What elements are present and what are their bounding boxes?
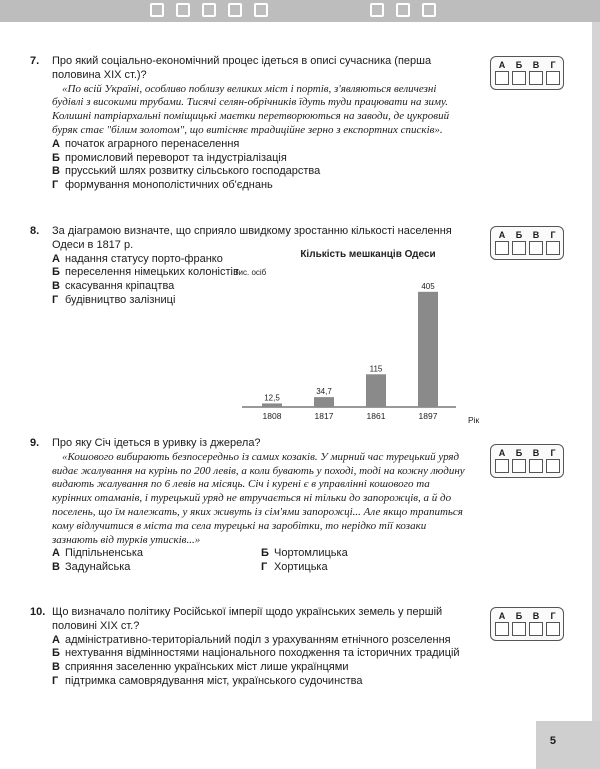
chart-bar-1808 [262,403,282,407]
header-pattern [422,3,436,17]
chart-svg [228,245,478,425]
chart-bar-1817 [314,397,334,407]
answer-box-8 [490,226,564,260]
option-b[interactable] [52,647,470,661]
answer-letter: Б [515,230,523,240]
answer-letter: А [498,448,506,458]
answer-box-10 [490,607,564,641]
option-d[interactable] [52,675,470,689]
option-text: будівництво залізниці [65,293,176,306]
answer-letter: А [498,230,506,240]
option-a[interactable] [52,634,470,648]
option-a[interactable] [52,253,242,267]
answer-letter: А [498,611,506,621]
answer-cell-a[interactable] [495,448,509,473]
header-pattern [202,3,216,17]
answer-letter: Б [515,60,523,70]
options-grid [52,547,470,575]
source-quote: «Кошового вибирають безпосередньо із самих козаків. У мирний час турецький уряд видає жалування на курінь по 200 левів, а коли бувають у поході, тоді на кожну людину видають жалування по 6 левів на місяць. Січ і курені є в управлінні кошового та курінних отаманів, і турецький уряд не втручається ні тільки до запорожців, а й до поселень, що їм належать, у яких живуть із сім'ями запорожці... Але якщо трапиться кому відлучитися в міста та села турецькі на заробітки, то нерідко тії козаки зазнають від турків утисків...» [52,450,465,546]
answer-cell-c[interactable] [529,611,543,636]
option-text: формування монополістичних об'єднань [65,179,273,192]
option-b[interactable] [52,266,242,280]
answer-checkbox[interactable] [546,71,560,85]
option-c[interactable] [52,661,470,675]
option-text: Підпільненська [65,547,143,560]
chart-x-tick-label: 1808 [262,411,282,421]
header-pattern [228,3,242,17]
page-header-strip [0,0,600,22]
option-text: початок аграрного перенаселення [65,137,240,150]
option-c[interactable] [52,280,242,294]
answer-letter: В [532,230,540,240]
answer-letter: Б [515,448,523,458]
chart-x-tick-label: 1861 [366,411,386,421]
answer-letter: Г [550,60,556,70]
option-text: Хортицька [274,561,328,574]
chart-x-label: Рік [468,415,480,425]
answer-letter: Г [550,448,556,458]
question-7 [30,55,470,193]
question-stem: Про яку Січ ідеться в уривку із джерела? [52,437,261,449]
answer-checkbox[interactable] [546,459,560,473]
option-text: промисловий переворот та індустріалізація [65,151,287,164]
option-letter: Г [52,293,59,306]
option-letter: Г [52,674,59,687]
option-letter: А [52,633,60,646]
chart-bar-1897 [418,292,438,407]
option-d[interactable] [261,561,470,575]
answer-checkbox[interactable] [529,71,543,85]
source-quote: «По всій Україні, особливо поблизу великих міст і портів, з'являються величезні будівлі з високими трубами. Тисячі селян-обрічників їдуть туди працювати на зиму. Колишні патріархальні поміщицькі маєтки перетворюються на заводи, де цукровий буряк стає "білим золотом", що витісняє традиційне зерно з експортних списків». [52,82,450,136]
answer-letter: Б [515,611,523,621]
answer-checkbox[interactable] [495,622,509,636]
answer-cell-d[interactable] [546,611,560,636]
question-number: 9. [30,437,40,449]
question-number: 8. [30,225,40,237]
option-text: прусський шлях розвитку сільського господарства [65,165,321,178]
header-pattern [254,3,268,17]
option-text: нехтування відмінностями національного походження та історичних традицій [65,647,460,660]
question-stem: За діаграмою визначте, що сприяло швидкому зростанню кількості населення Одеси в 1817 р. [52,225,452,251]
header-pattern [370,3,384,17]
option-letter: В [52,165,60,178]
option-text: скасування кріпацтва [65,280,175,293]
answer-cell-d[interactable] [546,230,560,255]
header-pattern [150,3,164,17]
option-letter: Б [52,151,60,164]
answer-box-7 [490,56,564,90]
chart-x-tick-label: 1817 [314,411,334,421]
answer-cell-c[interactable] [529,230,543,255]
answer-cell-c[interactable] [529,60,543,85]
answer-box-9 [490,444,564,478]
answer-checkbox[interactable] [495,241,509,255]
question-stem: Що визначало політику Російської імперії щодо українських земель у першій половині XIX ст.? [52,606,443,632]
question-number: 10. [30,606,46,618]
option-letter: Б [52,647,60,660]
answer-checkbox[interactable] [512,241,526,255]
chart-data-label: 405 [421,281,435,291]
header-pattern [176,3,190,17]
population-chart [228,245,478,425]
chart-y-label: Тис. осіб [234,268,267,277]
chart-title: Кількість мешканців Одеси [300,249,436,260]
answer-checkbox[interactable] [529,622,543,636]
answer-cell-b[interactable] [512,60,526,85]
option-letter: В [52,561,60,574]
option-d[interactable] [52,179,470,193]
option-text: Чортомлицька [274,547,348,560]
answer-letter: В [532,60,540,70]
page-edge-strip [592,22,600,769]
option-d[interactable] [52,294,242,308]
answer-cell-a[interactable] [495,60,509,85]
option-letter: Г [261,561,268,574]
option-letter: Г [52,179,59,192]
options-list [52,253,242,308]
answer-cell-b[interactable] [512,448,526,473]
answer-letter: В [532,611,540,621]
answer-checkbox[interactable] [512,622,526,636]
answer-letter: А [498,60,506,70]
answer-checkbox[interactable] [512,71,526,85]
option-letter: В [52,280,60,293]
answer-checkbox[interactable] [546,622,560,636]
option-letter: Б [52,266,60,279]
answer-cell-b[interactable] [512,230,526,255]
option-text: переселення німецьких колоністів [65,266,239,279]
chart-x-tick-label: 1897 [418,411,438,421]
answer-cell-d[interactable] [546,60,560,85]
option-text: Задунайська [65,561,131,574]
answer-checkbox[interactable] [529,241,543,255]
chart-bar-1861 [366,374,386,407]
option-letter: А [52,137,60,150]
answer-checkbox[interactable] [529,459,543,473]
option-c[interactable] [52,561,261,575]
answer-cell-d[interactable] [546,448,560,473]
option-c[interactable] [52,165,470,179]
question-9 [30,437,470,575]
option-letter: А [52,252,60,265]
option-letter: А [52,547,60,560]
page-number: 5 [549,735,556,747]
answer-checkbox[interactable] [495,459,509,473]
answer-checkbox[interactable] [512,459,526,473]
option-b[interactable] [261,547,470,561]
option-text: сприяння заселенню українських міст лише українцями [65,661,349,674]
answer-cell-b[interactable] [512,611,526,636]
header-pattern [396,3,410,17]
option-letter: В [52,661,60,674]
option-text: адміністративно-територіальний поділ з урахуванням етнічного розселення [65,633,451,646]
answer-cell-a[interactable] [495,230,509,255]
page-corner [536,721,600,769]
option-a[interactable] [52,138,470,152]
chart-data-label: 34,7 [316,387,332,397]
chart-data-label: 115 [369,364,383,374]
answer-cell-c[interactable] [529,448,543,473]
answer-checkbox[interactable] [546,241,560,255]
chart-data-label: 12,5 [264,393,280,403]
answer-checkbox[interactable] [495,71,509,85]
answer-cell-a[interactable] [495,611,509,636]
chart-bars [262,282,438,421]
answer-letter: В [532,448,540,458]
option-text: надання статусу порто-франко [65,252,223,265]
answer-letter: Г [550,611,556,621]
option-letter: Б [261,547,269,560]
option-b[interactable] [52,152,470,166]
answer-letter: Г [550,230,556,240]
option-a[interactable] [52,547,261,561]
question-stem: Про який соціально-економічний процес ідеться в описі сучасника (перша половина XIX ст.)? [52,55,432,81]
question-number: 7. [30,55,40,67]
question-10 [30,606,470,689]
option-text: підтримка самоврядування міст, українського судочинства [65,674,363,687]
